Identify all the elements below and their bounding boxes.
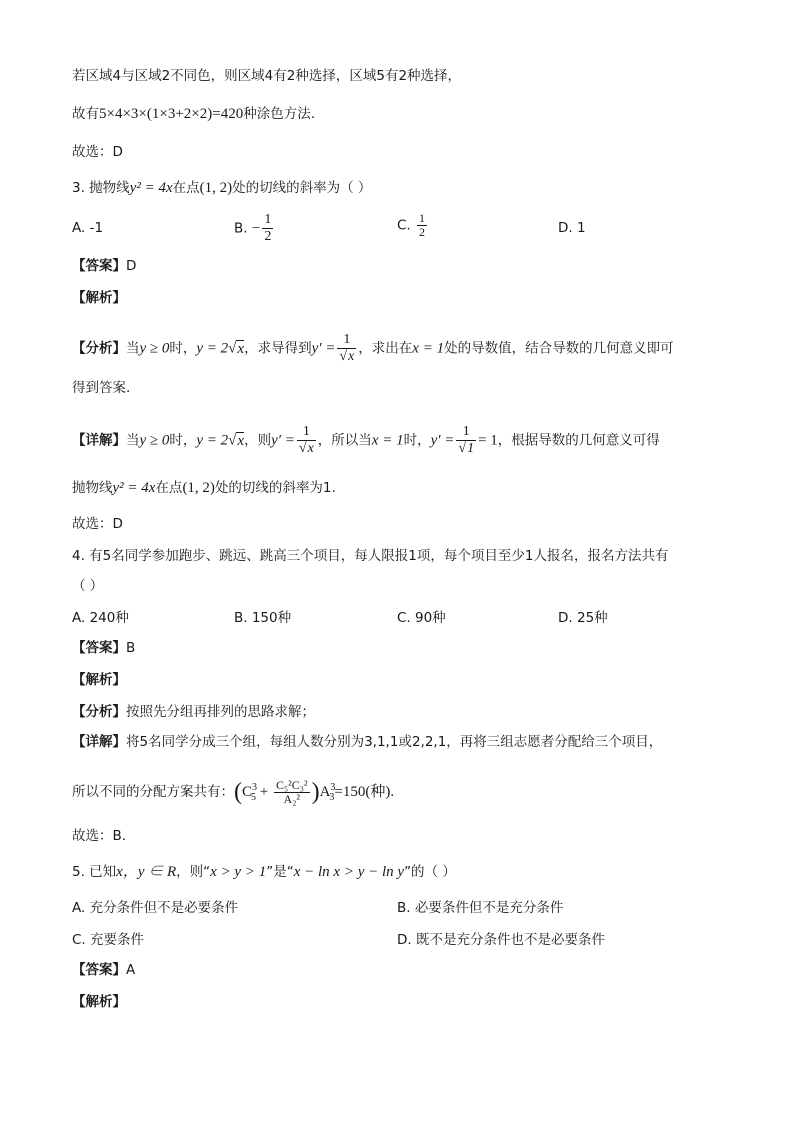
text: ，求导得到: [244, 340, 312, 357]
denominator: A₂²: [283, 791, 300, 806]
analysis-tag: 【分析】: [72, 704, 126, 720]
answer-choice-line: [72, 514, 123, 534]
text: 故选：B.: [72, 828, 127, 844]
solution-tag: 【详解】: [72, 734, 126, 750]
analysis-line: 【分析】当y ≥ 0时，y = 2√x，求导得到y′ = $\frac{1}{√x}$ ，求出在x = 1处的导数值，结合导数的几何意义即可: [72, 332, 674, 364]
fraction: [456, 424, 476, 457]
solution-line: 【详解】当y ≥ 0时，y = 2√x，则y′ = $\frac{1}{√x}$ ，所以当x = 1时，y′ = $\frac{1}{√1}$ = 1，根据导数的几何意义可得: [72, 424, 660, 456]
option-c: [397, 608, 446, 628]
solution-line: [72, 732, 662, 752]
text: 在点: [172, 180, 200, 196]
math-expression: x，y ∈ R: [116, 864, 177, 880]
text: 故选：D: [72, 516, 123, 532]
fraction: [262, 212, 273, 245]
answer-tag: 【答案】: [72, 640, 126, 656]
text: 时，: [169, 432, 197, 449]
text: ，所以当: [317, 432, 372, 449]
math-expression: −: [251, 220, 261, 237]
answer-line: [72, 256, 136, 276]
option-a: [72, 898, 238, 918]
math-expression: =150(种).: [334, 784, 395, 800]
math-expression: y′ =: [311, 340, 336, 357]
analysis-tag: 【解析】: [72, 290, 126, 306]
radicand: 1: [467, 441, 475, 456]
text: B: [126, 640, 136, 656]
text: （ ）: [72, 578, 104, 594]
analysis-tag: 【分析】: [72, 340, 126, 357]
fraction: [274, 779, 310, 806]
text: ，则“: [176, 864, 211, 880]
text: 当: [126, 340, 140, 357]
math-expression: y² = 4x: [112, 480, 156, 496]
denominator: √x: [339, 349, 355, 364]
text: 故选：D: [72, 144, 123, 160]
text: B.: [234, 220, 248, 237]
denominator: 2: [419, 225, 426, 239]
math-expression: (1, 2): [182, 480, 215, 496]
question-number: 3. 抛物线: [72, 180, 130, 196]
option-a: [72, 218, 103, 238]
math-expression: y² = 4x: [129, 180, 173, 196]
text: ”是“: [266, 864, 294, 880]
text-line: [72, 378, 130, 398]
numerator: 1: [419, 211, 426, 225]
fraction: [417, 212, 427, 239]
text: C. 90种: [397, 610, 446, 626]
text: 若区域4与区域2不同色，则区域4有2种选择，区域5有2种选择，: [72, 68, 462, 84]
math-expression: y = 2: [196, 432, 229, 449]
math-expression: y ≥ 0: [139, 432, 170, 449]
option-c: [397, 212, 429, 239]
math-expression: y = 2: [196, 340, 229, 357]
denominator: √1: [458, 441, 475, 456]
text: A: [126, 962, 136, 978]
question-3: [72, 178, 371, 198]
math-expression: x: [237, 432, 245, 449]
numerator: 1: [337, 332, 356, 349]
math-expression: x = 1: [412, 340, 445, 357]
text: 所以不同的分配方案共有：: [72, 784, 234, 800]
option-a: [72, 608, 129, 628]
text: ，根据导数的几何意义可得: [497, 432, 660, 449]
text: 种涂色方法.: [243, 106, 316, 122]
numerator: 1: [297, 424, 316, 441]
option-c: [72, 930, 144, 950]
answer-tag: 【答案】: [72, 258, 126, 274]
text: D. 1: [558, 220, 586, 236]
text: B. 必要条件但不是充分条件: [397, 900, 564, 916]
denominator: √x: [298, 441, 314, 456]
radicand: x: [348, 349, 355, 364]
text: 处的切线的斜率为（ ）: [232, 180, 372, 196]
math-expression: x: [237, 340, 245, 357]
answer-line: [72, 960, 135, 980]
answer-choice-line: [72, 826, 126, 846]
option-b: [397, 898, 563, 918]
analysis-line: [72, 702, 315, 722]
math-expression: y′ =: [430, 432, 455, 449]
text: ，则: [244, 432, 272, 449]
text: 抛物线: [72, 480, 113, 496]
fraction: [297, 424, 316, 457]
solution-tag: 【详解】: [72, 432, 126, 449]
analysis-tag-line: [72, 992, 126, 1012]
text: 在点: [155, 480, 183, 496]
text-line-1: [72, 66, 461, 86]
solution-formula-line: 所以不同的分配方案共有：($C^3_5$ + $\frac{\text{C₅²C₃²}}{\text{A₂²}}$ )$A^3_3=150$(种).: [72, 777, 395, 806]
option-b: [234, 212, 275, 245]
option-d: [558, 608, 608, 628]
analysis-tag-line: [72, 670, 126, 690]
math-expression: y ≥ 0: [139, 340, 170, 357]
option-b: [234, 608, 291, 628]
text: B. 150种: [234, 610, 292, 626]
text: D: [126, 258, 137, 274]
text: 故有: [72, 106, 99, 122]
math-expression: = 1: [478, 432, 498, 449]
text: A. -1: [72, 220, 104, 236]
math-expression: $A^3_3$: [319, 782, 336, 803]
question-4: [72, 546, 668, 566]
question-number: 5. 已知: [72, 864, 117, 880]
fraction: [337, 332, 356, 365]
math-expression: 5×4×3×(1×3+2×2)=420: [99, 106, 244, 122]
text: 按照先分组再排列的思路求解；: [126, 704, 315, 720]
math-expression: x − ln x > y − ln y: [293, 864, 405, 880]
text: D. 25种: [558, 610, 608, 626]
text: 处的切线的斜率为1.: [214, 480, 336, 496]
numerator: C₅²C₃²: [275, 777, 308, 792]
text: A. 充分条件但不是必要条件: [72, 900, 239, 916]
math-expression: x > y > 1: [210, 864, 267, 880]
text: 时，: [169, 340, 197, 357]
text: 将5名同学分成三个组，每组人数分别为3,1,1或2,2,1，再将三组志愿者分配给三个项目，: [126, 734, 663, 750]
text: 4. 有5名同学参加跑步、跳远、跳高三个项目，每人限报1项，每个项目至少1人报名，报名方法共有: [72, 548, 669, 564]
radicand: x: [307, 441, 314, 456]
text-line: [72, 478, 336, 498]
numerator: 1: [264, 212, 272, 227]
text: 当: [126, 432, 140, 449]
answer-tag: 【答案】: [72, 962, 126, 978]
answer-line: [72, 638, 135, 658]
text: ，求出在: [358, 340, 413, 357]
math-expression: (1, 2): [199, 180, 233, 196]
symbol: A: [319, 784, 331, 800]
text: 时，: [403, 432, 431, 449]
analysis-tag-line: [72, 288, 126, 308]
answer-choice-line: [72, 142, 123, 162]
question-5: [72, 862, 456, 882]
math-expression: $C^3_5$ +: [242, 782, 272, 803]
math-expression: y′ =: [271, 432, 295, 449]
text: C.: [397, 217, 411, 234]
text: A. 240种: [72, 610, 129, 626]
text: 处的导数值，结合导数的几何意义即可: [444, 340, 674, 357]
math-expression: x = 1: [371, 432, 404, 449]
symbol: C: [242, 784, 253, 800]
analysis-tag: 【解析】: [72, 672, 126, 688]
text: D. 既不是充分条件也不是必要条件: [397, 932, 605, 948]
text-line-2: [72, 104, 315, 124]
text: ”的（ ）: [404, 864, 456, 880]
numerator: 1: [456, 424, 476, 441]
text-line: [72, 576, 103, 596]
denominator: 2: [264, 229, 272, 244]
text: C. 充要条件: [72, 932, 145, 948]
text: 得到答案.: [72, 380, 131, 396]
analysis-tag: 【解析】: [72, 994, 126, 1010]
option-d: [558, 218, 586, 238]
option-d: [397, 930, 605, 950]
